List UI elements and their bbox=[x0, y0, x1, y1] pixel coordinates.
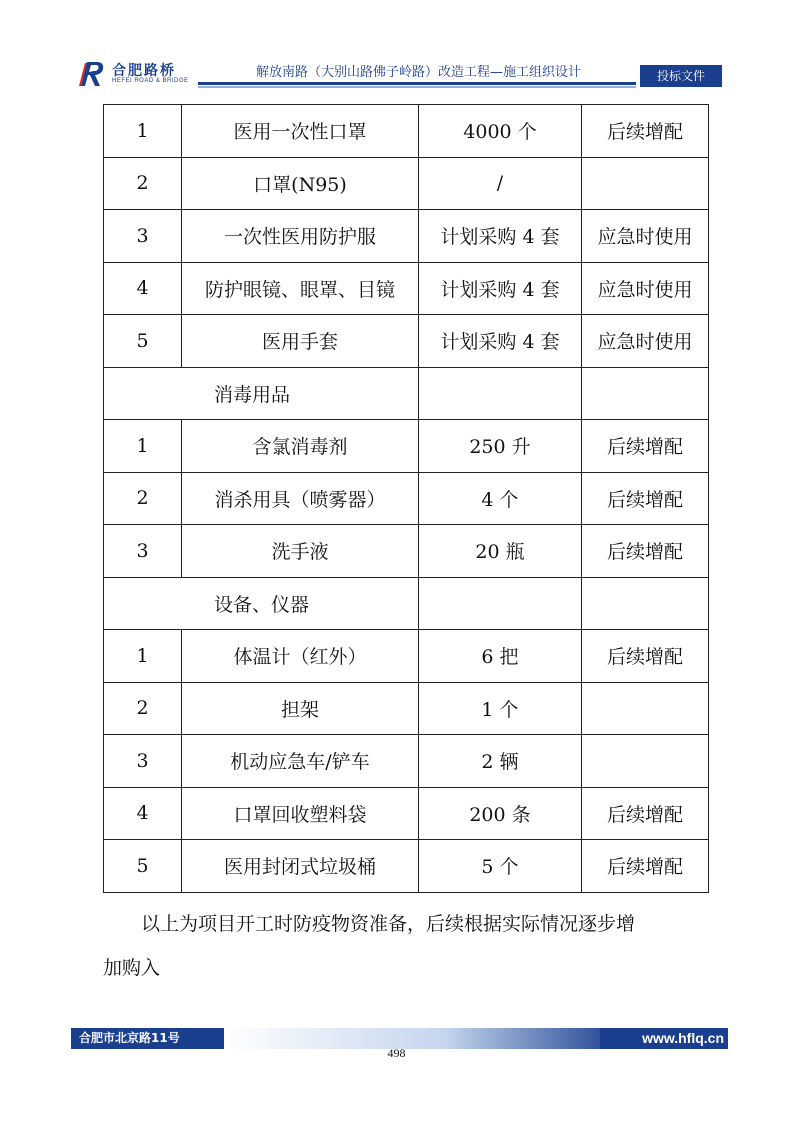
item-number: 2 bbox=[104, 157, 182, 210]
table-row bbox=[104, 262, 709, 315]
item-quantity: 200 条 bbox=[419, 787, 582, 840]
table-row bbox=[104, 787, 709, 840]
item-name: 口罩(N95) bbox=[182, 157, 419, 210]
logo-company-name: 合肥路桥 bbox=[112, 63, 176, 79]
paragraph-line: 以上为项目开工时防疫物资准备，后续根据实际情况逐步增 bbox=[141, 913, 636, 935]
item-number: 3 bbox=[104, 210, 182, 263]
item-number: 1 bbox=[104, 420, 182, 473]
item-number: 4 bbox=[104, 262, 182, 315]
header-rule bbox=[198, 82, 636, 85]
item-name: 医用手套 bbox=[182, 315, 419, 368]
item-note: 后续增配 bbox=[582, 630, 709, 683]
empty-cell bbox=[419, 367, 582, 420]
item-note: 应急时使用 bbox=[582, 210, 709, 263]
table-row bbox=[104, 682, 709, 735]
page-number: 498 bbox=[387, 1046, 406, 1060]
table-row bbox=[104, 315, 709, 368]
header-rule-light bbox=[198, 86, 636, 88]
item-note: 应急时使用 bbox=[582, 315, 709, 368]
item-quantity: 2 辆 bbox=[419, 735, 582, 788]
item-name: 机动应急车/铲车 bbox=[182, 735, 419, 788]
item-quantity: 5 个 bbox=[419, 840, 582, 893]
item-name: 防护眼镜、眼罩、目镜 bbox=[182, 262, 419, 315]
item-name: 担架 bbox=[182, 682, 419, 735]
item-quantity: / bbox=[419, 157, 582, 210]
category-title: 设备、仪器 bbox=[104, 577, 419, 630]
page-header bbox=[0, 0, 793, 100]
logo-company-name-en: HEFEI ROAD & BRIDGE bbox=[112, 78, 189, 84]
item-quantity: 20 瓶 bbox=[419, 525, 582, 578]
empty-cell bbox=[582, 367, 709, 420]
item-quantity: 计划采购 4 套 bbox=[419, 315, 582, 368]
table-row bbox=[104, 525, 709, 578]
item-note: 后续增配 bbox=[582, 525, 709, 578]
table-category-row bbox=[104, 367, 709, 420]
epidemic-supplies-table bbox=[103, 104, 709, 893]
item-number: 4 bbox=[104, 787, 182, 840]
item-note bbox=[582, 735, 709, 788]
footer-address: 合肥市北京路11号 bbox=[71, 1028, 224, 1049]
item-number: 1 bbox=[104, 630, 182, 683]
item-name: 一次性医用防护服 bbox=[182, 210, 419, 263]
item-name: 洗手液 bbox=[182, 525, 419, 578]
table-body bbox=[104, 105, 709, 893]
table-row bbox=[104, 105, 709, 158]
item-number: 3 bbox=[104, 525, 182, 578]
item-number: 2 bbox=[104, 682, 182, 735]
item-quantity: 6 把 bbox=[419, 630, 582, 683]
body-paragraph bbox=[103, 902, 708, 990]
item-note: 后续增配 bbox=[582, 420, 709, 473]
item-quantity: 4000 个 bbox=[419, 105, 582, 158]
company-logo-icon bbox=[78, 60, 108, 88]
item-quantity: 4 个 bbox=[419, 472, 582, 525]
empty-cell bbox=[419, 577, 582, 630]
item-name: 体温计（红外） bbox=[182, 630, 419, 683]
item-name: 消杀用具（喷雾器） bbox=[182, 472, 419, 525]
document-title: 解放南路（大别山路佛子岭路）改造工程—施工组织设计 bbox=[256, 65, 582, 80]
item-name: 医用一次性口罩 bbox=[182, 105, 419, 158]
item-number: 5 bbox=[104, 840, 182, 893]
item-note bbox=[582, 682, 709, 735]
item-note: 后续增配 bbox=[582, 787, 709, 840]
bid-document-badge: 投标文件 bbox=[640, 65, 722, 87]
item-number: 1 bbox=[104, 105, 182, 158]
table-row bbox=[104, 420, 709, 473]
item-number: 5 bbox=[104, 315, 182, 368]
item-quantity: 计划采购 4 套 bbox=[419, 210, 582, 263]
item-note bbox=[582, 157, 709, 210]
item-number: 3 bbox=[104, 735, 182, 788]
table-row bbox=[104, 630, 709, 683]
table-row bbox=[104, 210, 709, 263]
table-row bbox=[104, 472, 709, 525]
table-row bbox=[104, 840, 709, 893]
empty-cell bbox=[582, 577, 709, 630]
item-quantity: 计划采购 4 套 bbox=[419, 262, 582, 315]
item-quantity: 250 升 bbox=[419, 420, 582, 473]
table-row bbox=[104, 157, 709, 210]
table-row bbox=[104, 735, 709, 788]
item-note: 后续增配 bbox=[582, 840, 709, 893]
table-category-row bbox=[104, 577, 709, 630]
item-name: 口罩回收塑料袋 bbox=[182, 787, 419, 840]
item-name: 含氯消毒剂 bbox=[182, 420, 419, 473]
item-name: 医用封闭式垃圾桶 bbox=[182, 840, 419, 893]
paragraph-line: 加购入 bbox=[103, 957, 161, 979]
item-quantity: 1 个 bbox=[419, 682, 582, 735]
item-number: 2 bbox=[104, 472, 182, 525]
category-title: 消毒用品 bbox=[104, 367, 419, 420]
item-note: 后续增配 bbox=[582, 472, 709, 525]
item-note: 应急时使用 bbox=[582, 262, 709, 315]
footer-website-link[interactable]: www.hflq.cn bbox=[600, 1028, 728, 1049]
item-note: 后续增配 bbox=[582, 105, 709, 158]
